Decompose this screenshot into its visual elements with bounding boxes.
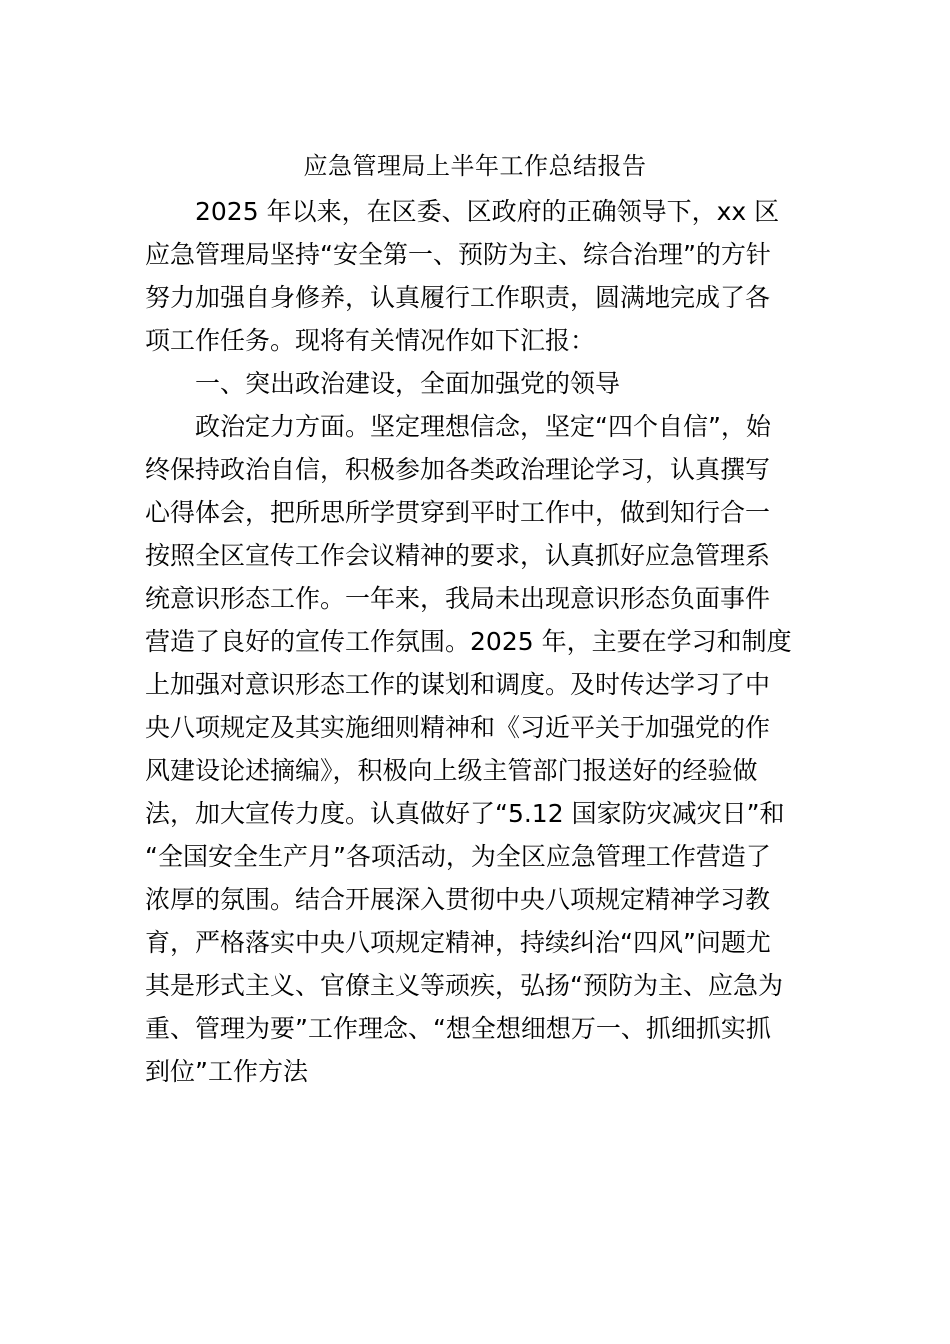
paragraph-2-line-1: 政治定力方面。坚定理想信念，坚定“四个自信”，始 [195,412,771,441]
paragraph-2-line-3: 心得体会，把所思所学贯穿到平时工作中，做到知行合一 [145,498,771,527]
paragraph-1-line-3: 努力加强自身修养，认真履行工作职责，圆满地完成了各 [145,283,771,312]
paragraph-2-line-16: 到位”工作方法 [145,1057,308,1086]
paragraph-2-line-11: “全国安全生产月”各项活动，为全区应急管理工作营造了 [145,842,771,871]
paragraph-2-line-5: 统意识形态工作。一年来，我局未出现意识形态负面事件 [145,584,771,613]
paragraph-2-line-12: 浓厚的氛围。结合开展深入贯彻中央八项规定精神学习教 [145,885,771,914]
document-body [145,190,810,1093]
paragraph-2-line-13: 育，严格落实中央八项规定精神，持续纠治“四风”问题尤 [145,928,771,957]
paragraph-2-line-2: 终保持政治自信，积极参加各类政治理论学习，认真撰写 [145,455,771,484]
paragraph-2-line-14: 其是形式主义、官僚主义等顽疾，弘扬“预防为主、应急为 [145,971,783,1000]
paragraph-2-line-10: 法，加大宣传力度。认真做好了“5.12 国家防灾减灾日”和 [145,799,785,828]
section-heading-1: 一、突出政治建设，全面加强党的领导 [195,369,621,398]
paragraph-2-line-9: 风建设论述摘编》，积极向上级主管部门报送好的经验做 [145,756,758,785]
document-title: 应急管理局上半年工作总结报告 [303,152,647,180]
paragraph-2-line-8: 央八项规定及其实施细则精神和《习近平关于加强党的作 [145,713,771,742]
paragraph-2-line-4: 按照全区宣传工作会议精神的要求，认真抓好应急管理系 [145,541,771,570]
paragraph-2-line-6: 营造了良好的宣传工作氛围。2025 年，主要在学习和制度 [145,627,792,656]
paragraph-2-line-15: 重、管理为要”工作理念、“想全想细想万一、抓细抓实抓 [145,1014,771,1043]
paragraph-2-line-7: 上加强对意识形态工作的谋划和调度。及时传达学习了中 [145,670,771,699]
paragraph-1-line-1: 2025 年以来，在区委、区政府的正确领导下，xx 区 [195,197,780,226]
paragraph-1-line-2: 应急管理局坚持“安全第一、预防为主、综合治理”的方针 [145,240,771,269]
paragraph-1-line-4: 项工作任务。现将有关情况作如下汇报： [145,326,596,355]
